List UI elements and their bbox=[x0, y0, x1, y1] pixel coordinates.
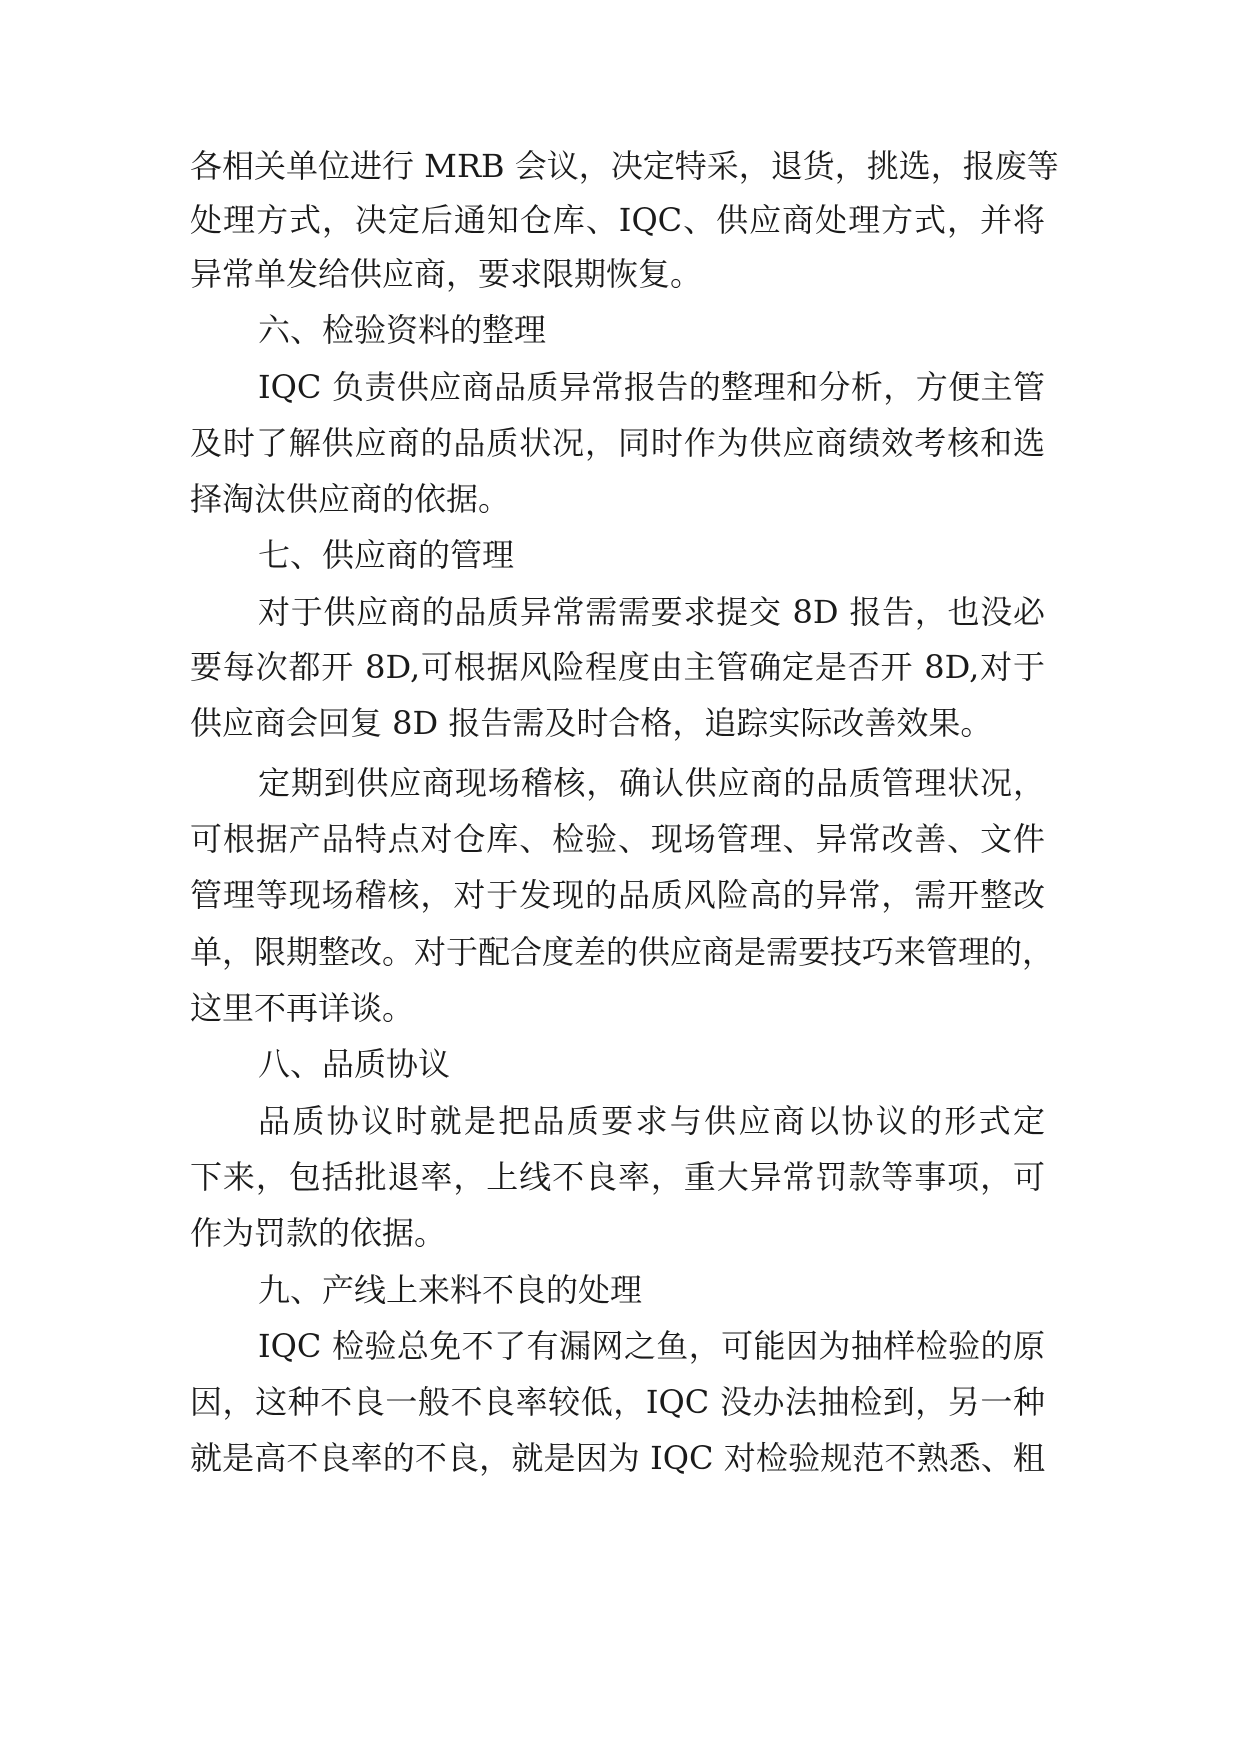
paragraph-line: 作为罚款的依据。 bbox=[190, 1214, 447, 1252]
paragraph-line: 定期到供应商现场稽核，确认供应商的品质管理状况， bbox=[258, 764, 1045, 802]
section-heading: 九、产线上来料不良的处理 bbox=[258, 1271, 643, 1309]
paragraph-line: 供应商会回复 8D 报告需及时合格，追踪实际改善效果。 bbox=[190, 704, 993, 742]
paragraph-line: IQC 检验总免不了有漏网之鱼，可能因为抽样检验的原 bbox=[258, 1327, 1045, 1365]
paragraph-line: 对于供应商的品质异常需需要求提交 8D 报告，也没必 bbox=[258, 593, 1045, 631]
section-heading: 七、供应商的管理 bbox=[258, 536, 515, 574]
section-heading: 六、检验资料的整理 bbox=[258, 311, 547, 349]
paragraph-line: 单，限期整改。对于配合度差的供应商是需要技巧来管理的， bbox=[190, 933, 1055, 971]
paragraph-line: 这里不再详谈。 bbox=[190, 989, 415, 1027]
paragraph-line: IQC 负责供应商品质异常报告的整理和分析，方便主管 bbox=[258, 368, 1045, 406]
paragraph-line: 处理方式，决定后通知仓库、IQC、供应商处理方式，并将 bbox=[190, 201, 1045, 239]
paragraph-line: 管理等现场稽核，对于发现的品质风险高的异常，需开整改 bbox=[190, 876, 1045, 914]
paragraph-line: 择淘汰供应商的依据。 bbox=[190, 480, 511, 518]
paragraph-line: 异常单发给供应商，要求限期恢复。 bbox=[190, 255, 703, 293]
paragraph-line: 及时了解供应商的品质状况，同时作为供应商绩效考核和选 bbox=[190, 424, 1045, 462]
paragraph-line: 因，这种不良一般不良率较低，IQC 没办法抽检到，另一种 bbox=[190, 1383, 1045, 1421]
paragraph-line: 要每次都开 8D,可根据风险程度由主管确定是否开 8D,对于 bbox=[190, 648, 1045, 686]
paragraph-line: 下来，包括批退率，上线不良率，重大异常罚款等事项，可 bbox=[190, 1158, 1045, 1196]
paragraph-line: 各相关单位进行 MRB 会议，决定特采，退货，挑选，报废等 bbox=[190, 147, 1059, 185]
paragraph-line: 可根据产品特点对仓库、检验、现场管理、异常改善、文件 bbox=[190, 820, 1045, 858]
paragraph-line: 品质协议时就是把品质要求与供应商以协议的形式定 bbox=[258, 1102, 1045, 1140]
section-heading: 八、品质协议 bbox=[258, 1045, 451, 1083]
paragraph-line: 就是高不良率的不良，就是因为 IQC 对检验规范不熟悉、粗 bbox=[190, 1439, 1045, 1477]
